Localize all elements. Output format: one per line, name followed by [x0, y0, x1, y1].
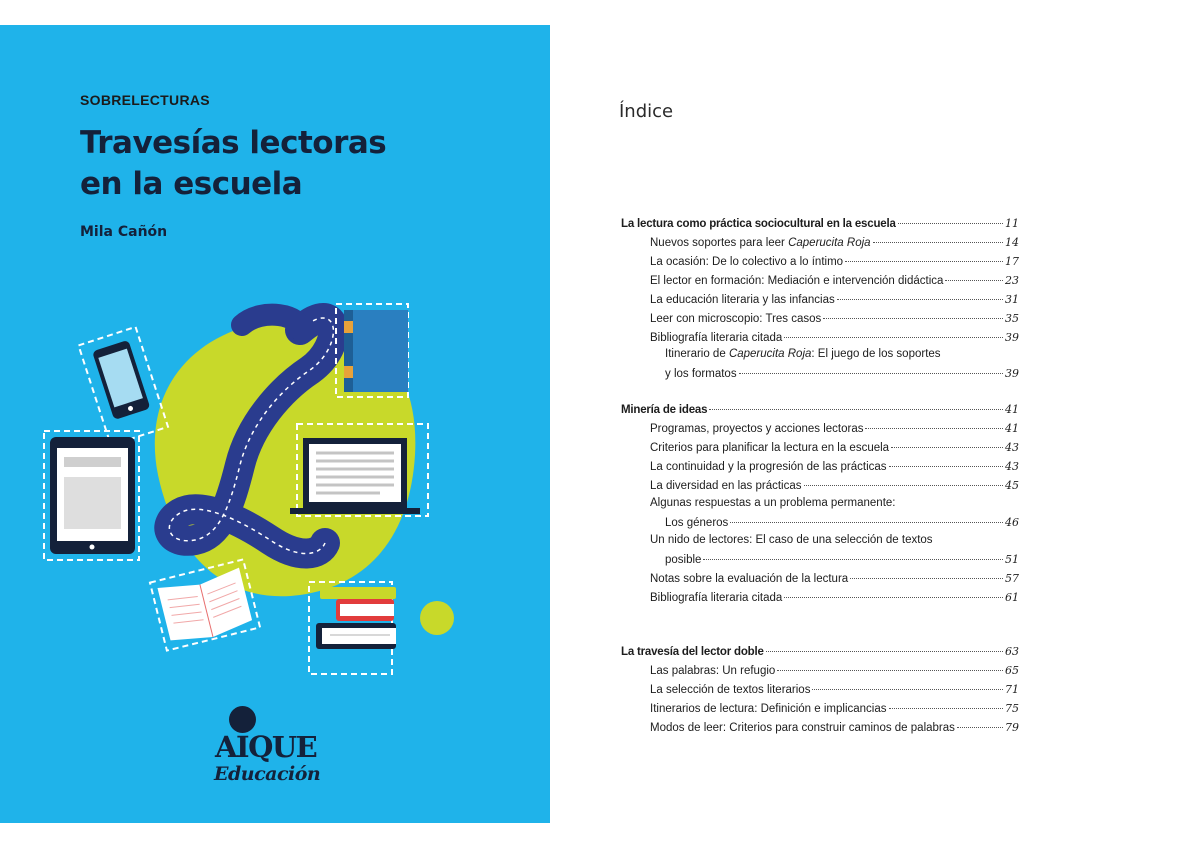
toc-page-number: 71 — [1005, 683, 1019, 696]
toc-item-label: La continuidad y la progresión de las prácticas — [650, 461, 887, 473]
toc-item[interactable] — [650, 293, 1019, 310]
leader-dots — [703, 559, 1003, 560]
leader-dots — [709, 409, 1003, 410]
leader-dots — [898, 223, 1003, 224]
toc-item[interactable] — [650, 683, 1019, 700]
toc-page-number: 41 — [1005, 422, 1019, 435]
series-name: SOBRELECTURAS — [80, 92, 210, 108]
green-dot — [420, 601, 454, 635]
leader-dots — [873, 242, 1003, 243]
leader-dots — [812, 689, 1003, 690]
toc-page-number: 79 — [1005, 721, 1019, 734]
leader-dots — [889, 708, 1004, 709]
publisher-logo-dot — [229, 706, 256, 733]
leader-dots — [889, 466, 1003, 467]
leader-dots — [777, 670, 1003, 671]
toc-item[interactable] — [650, 479, 1019, 496]
leader-dots — [891, 447, 1003, 448]
toc-item-label: La diversidad en las prácticas — [650, 480, 802, 492]
toc-page-number: 46 — [1005, 516, 1019, 529]
toc-item-label: Bibliografía literaria citada — [650, 592, 783, 604]
toc-item[interactable] — [650, 572, 1019, 589]
toc-page-number: 63 — [1005, 645, 1019, 658]
toc-item[interactable] — [650, 312, 1019, 329]
publisher-logo: AIQUE — [215, 730, 317, 764]
toc-item[interactable] — [650, 441, 1019, 458]
toc-chapter[interactable] — [621, 403, 1019, 420]
toc-page-number: 41 — [1005, 403, 1019, 416]
leader-dots — [945, 280, 1003, 281]
toc-item-label: Nuevos soportes para leer Caperucita Roja — [650, 237, 871, 249]
toc-page-number: 45 — [1005, 479, 1019, 492]
toc-page-number: 51 — [1005, 553, 1019, 566]
leader-dots — [739, 373, 1003, 374]
toc-page-number: 75 — [1005, 702, 1019, 715]
toc-item-label: Las palabras: Un refugio — [650, 665, 776, 677]
toc-subitem[interactable] — [665, 367, 1019, 384]
leader-dots — [845, 261, 1003, 262]
toc-item-line-1[interactable]: Un nido de lectores: El caso de una selección de textos — [650, 534, 933, 546]
toc-chapter-label: La travesía del lector doble — [621, 646, 764, 658]
toc-page-number: 57 — [1005, 572, 1019, 585]
toc-page-number: 39 — [1005, 367, 1019, 380]
toc-item-label: Modos de leer: Criterios para construir caminos de palabras — [650, 722, 955, 734]
toc-item-label: Los géneros — [665, 517, 729, 529]
leader-dots — [730, 522, 1003, 523]
toc-subitem-line-1[interactable]: Itinerario de Caperucita Roja: El juego de los soportes — [665, 348, 941, 360]
book-title-line-2: en la escuela — [80, 166, 303, 202]
toc-page-number: 17 — [1005, 255, 1019, 268]
smartphone-icon — [78, 327, 168, 445]
toc-item[interactable] — [665, 553, 1019, 570]
toc-item[interactable] — [650, 331, 1019, 348]
book-stack-icon — [309, 582, 396, 674]
tablet-icon — [44, 431, 139, 560]
toc-item-line-1[interactable]: Algunas respuestas a un problema permanente: — [650, 497, 896, 509]
toc-item-label: Criterios para planificar la lectura en la escuela — [650, 442, 890, 454]
toc-heading: Índice — [619, 101, 674, 122]
toc-item-label: posible — [665, 554, 702, 566]
toc-item-label: La educación literaria y las infancias — [650, 294, 835, 306]
toc-item-label: Notas sobre la evaluación de la lectura — [650, 573, 849, 585]
leader-dots — [766, 651, 1003, 652]
toc-item[interactable] — [650, 702, 1019, 719]
toc-item[interactable] — [665, 516, 1019, 533]
author-name: Mila Cañón — [80, 224, 168, 240]
leader-dots — [837, 299, 1003, 300]
toc-page-number: 65 — [1005, 664, 1019, 677]
toc-page-number: 43 — [1005, 460, 1019, 473]
toc-chapter[interactable] — [621, 217, 1019, 234]
publisher-logo-subtitle: Educación — [214, 763, 321, 785]
toc-item-label: La selección de textos literarios — [650, 684, 811, 696]
toc-item[interactable] — [650, 422, 1019, 439]
leader-dots — [850, 578, 1003, 579]
book-cover — [0, 25, 550, 823]
leader-dots — [823, 318, 1003, 319]
toc-item-label: Programas, proyectos y acciones lectoras — [650, 423, 864, 435]
toc-item[interactable] — [650, 721, 1019, 738]
toc-item-label: Bibliografía literaria citada — [650, 332, 783, 344]
toc-page-number: 61 — [1005, 591, 1019, 604]
toc-item-label: y los formatos — [665, 368, 737, 380]
book-title-line-1: Travesías lectoras — [80, 125, 387, 161]
toc-page-number: 43 — [1005, 441, 1019, 454]
toc-page-number: 11 — [1005, 217, 1019, 230]
toc-item[interactable] — [650, 236, 1019, 253]
toc-page-number: 23 — [1005, 274, 1019, 287]
leader-dots — [784, 597, 1003, 598]
toc-page-number: 35 — [1005, 312, 1019, 325]
toc-item[interactable] — [650, 274, 1019, 291]
toc-item[interactable] — [650, 255, 1019, 272]
toc-page-number: 39 — [1005, 331, 1019, 344]
leader-dots — [784, 337, 1003, 338]
notebook-icon — [336, 304, 408, 397]
toc-page-number: 31 — [1005, 293, 1019, 306]
toc-chapter[interactable] — [621, 645, 1019, 662]
toc-item-label: Itinerarios de lectura: Definición e implicancias — [650, 703, 887, 715]
toc-item-label: El lector en formación: Mediación e intervención didáctica — [650, 275, 944, 287]
toc-item[interactable] — [650, 460, 1019, 477]
toc-chapter-label: Minería de ideas — [621, 404, 708, 416]
toc-page-number: 14 — [1005, 236, 1019, 249]
cover-illustration — [0, 25, 550, 823]
toc-item[interactable] — [650, 664, 1019, 681]
toc-item[interactable] — [650, 591, 1019, 608]
leader-dots — [957, 727, 1003, 728]
leader-dots — [804, 485, 1004, 486]
toc-item-label: Leer con microscopio: Tres casos — [650, 313, 822, 325]
leader-dots — [865, 428, 1003, 429]
toc-chapter-label: La lectura como práctica sociocultural en la escuela — [621, 218, 896, 230]
toc-item-label: La ocasión: De lo colectivo a lo íntimo — [650, 256, 844, 268]
